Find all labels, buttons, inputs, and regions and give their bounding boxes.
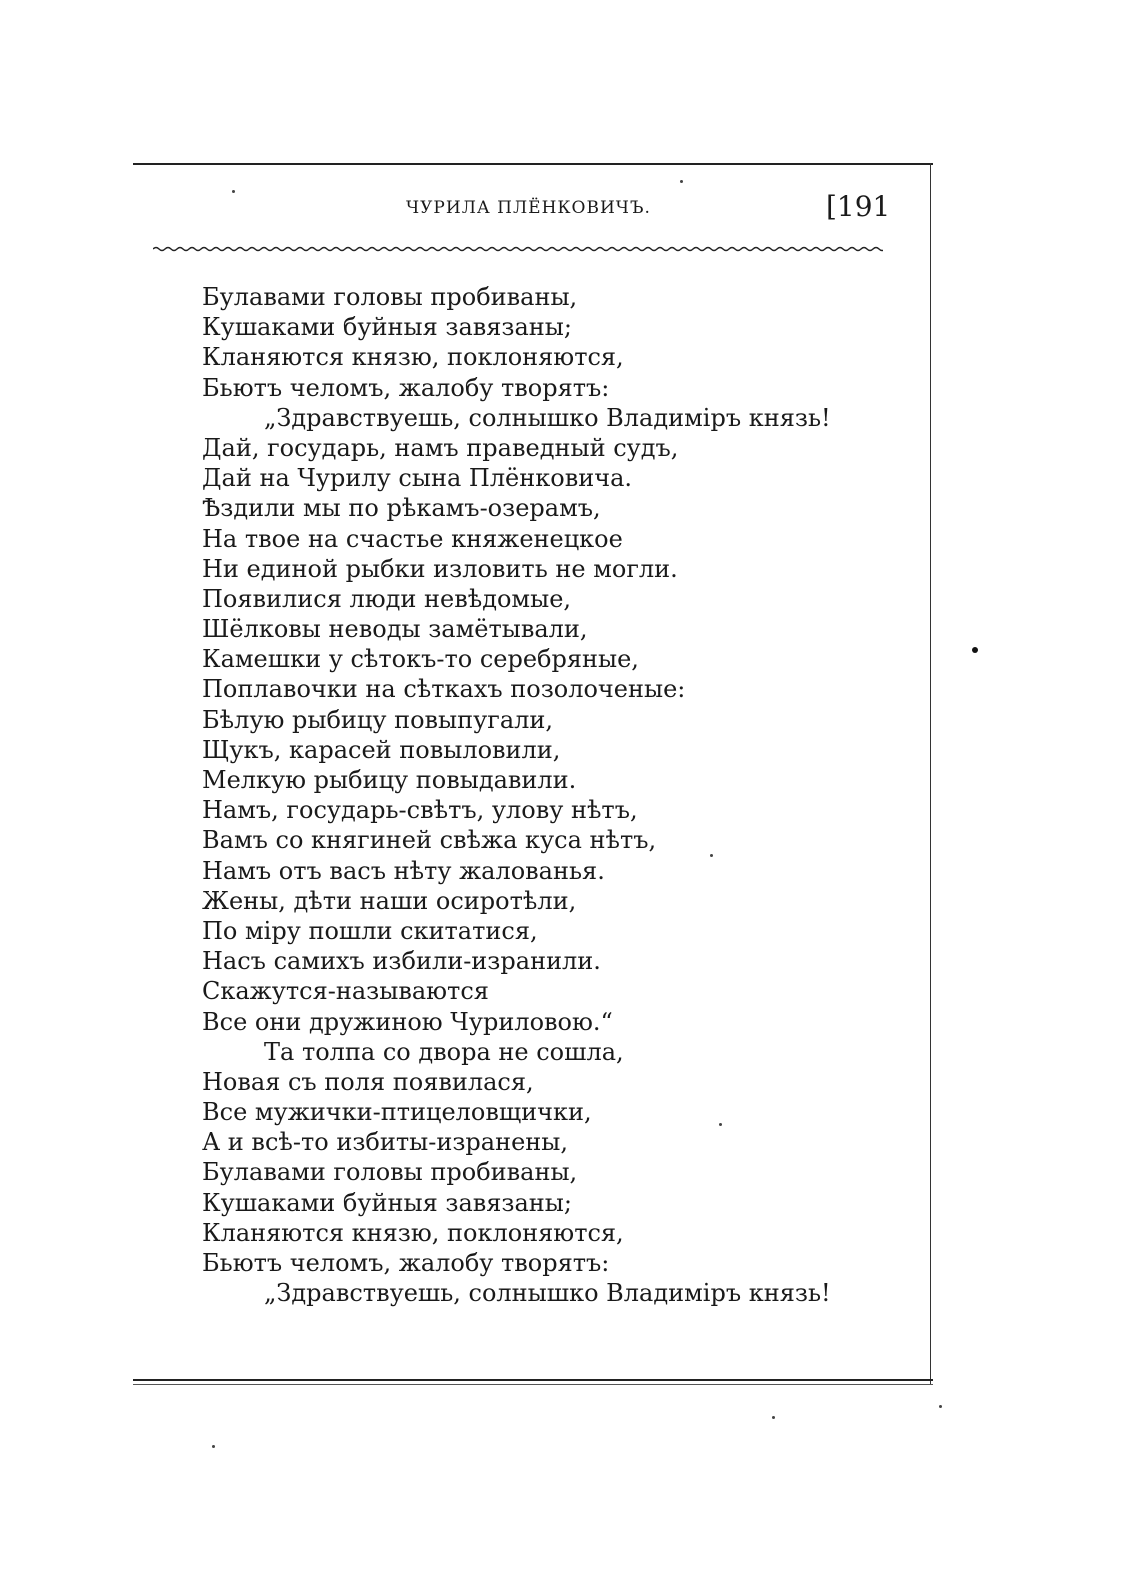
scan-speck (972, 647, 978, 653)
scan-speck (212, 1445, 215, 1448)
verse-line: По мiру пошли скитатися, (202, 916, 538, 945)
running-head: ЧУРИЛА ПЛЁНКОВИЧЪ. (406, 198, 651, 218)
verse-line: Намъ, государь-свѣтъ, улову нѣтъ, (202, 796, 638, 825)
verse-line: Мелкую рыбицу повыдавили. (202, 766, 577, 794)
verse-line: Дай на Чурилу сына Плёнковича. (202, 464, 633, 493)
scan-speck (232, 190, 235, 193)
verse-line: Появилися люди невѣдомые, (202, 584, 572, 613)
verse-line: Ѣздили мы по рѣкамъ-озерамъ, (202, 494, 601, 523)
verse-line: Поплавочки на сѣткахъ позолоченые: (202, 675, 686, 704)
verse-line: Новая съ поля появилася, (202, 1067, 534, 1096)
verse-line: Все мужички-птицеловщички, (202, 1098, 592, 1127)
verse-line: Камешки у сѣтокъ-то серебряные, (202, 645, 639, 674)
bottom-rule-thin (133, 1384, 933, 1385)
verse-line: „Здравствуешь, солнышко Владимiръ князь! (264, 403, 831, 432)
verse-line: Кланяются князю, поклоняются, (202, 1218, 624, 1247)
top-rule (133, 163, 933, 165)
scan-speck (719, 1123, 722, 1126)
bottom-rule (133, 1379, 933, 1381)
verse-line: Ни единой рыбки изловить не могли. (202, 554, 678, 583)
verse-block (202, 282, 902, 1308)
verse-line: Бьютъ челомъ, жалобу творятъ: (202, 373, 610, 402)
verse-line: Все они дружиною Чуриловою.“ (202, 1007, 613, 1036)
page-number: [191 (826, 190, 891, 223)
verse-line: Бѣлую рыбицу повыпугали, (202, 705, 554, 734)
scan-speck (680, 180, 683, 183)
verse-line: На твое на счастье княженецкое (202, 524, 623, 553)
verse-line: Булавами головы пробиваны, (202, 283, 578, 311)
scan-speck (710, 854, 713, 857)
verse-line: А и всѣ-то избиты-изранены, (202, 1128, 569, 1157)
verse-line: Жены, дѣти наши осиротѣли, (202, 886, 577, 915)
scan-speck (939, 1405, 942, 1408)
verse-line: Намъ отъ васъ нѣту жалованья. (202, 856, 605, 885)
verse-line: Та толпа со двора не сошла, (264, 1037, 624, 1066)
verse-line: Скажутся-называются (202, 977, 489, 1006)
verse-line: Кушаками буйныя завязаны; (202, 1188, 572, 1217)
verse-line: Кланяются князю, поклоняются, (202, 343, 624, 372)
verse-line: Бьютъ челомъ, жалобу творятъ: (202, 1249, 610, 1277)
scan-speck (772, 1416, 775, 1419)
verse-line: „Здравствуешь, солнышко Владимiръ князь! (264, 1279, 831, 1308)
verse-line: Насъ самихъ избили-изранили. (202, 947, 601, 976)
verse-line: Кушаками буйныя завязаны; (202, 313, 572, 342)
verse-line: Булавами головы пробиваны, (202, 1158, 578, 1187)
wavy-ornament-rule (153, 243, 883, 255)
verse-line: Шёлковы неводы замётывали, (202, 615, 588, 644)
verse-line: Дай, государь, намъ праведный судъ, (202, 433, 679, 462)
verse-line: Вамъ со княгиней свѣжа куса нѣтъ, (202, 826, 657, 855)
right-margin-rule (930, 163, 931, 1385)
verse-line: Щукъ, карасей повыловили, (202, 735, 561, 764)
